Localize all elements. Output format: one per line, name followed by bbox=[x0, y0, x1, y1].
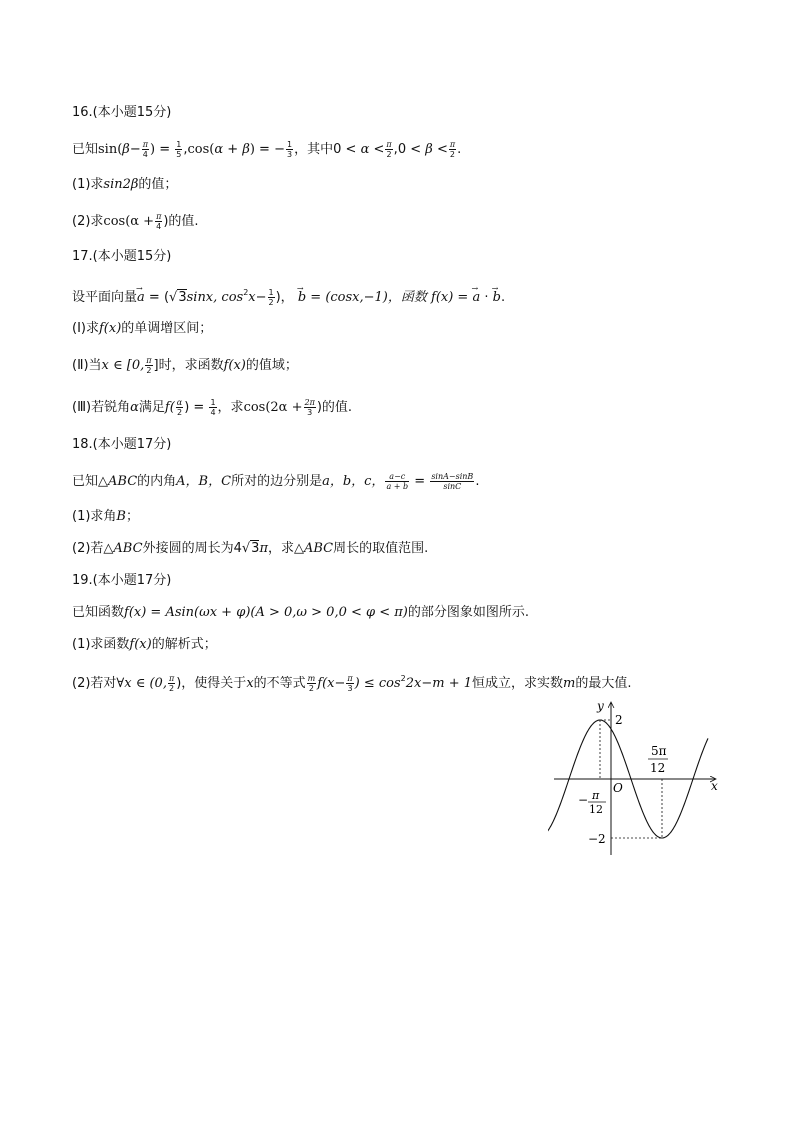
q19-part2: (2)若对∀x ∈ (0, $\frac{\pi}{2}$ )，使得关于x的不等式 $\frac{m}{2}$ f(x− $\frac{\pi}{3}$ ) ≤ $\cos^22x-m + 1$恒成立，求实数m的最大值. bbox=[72, 674, 632, 693]
q16-part2: (2)求cos(α + $\frac{\pi}{4}$ )的值. bbox=[72, 212, 199, 231]
max-label: 2 bbox=[615, 713, 623, 727]
right-tick-num: 5π bbox=[651, 744, 667, 758]
q17-part3: (Ⅲ)若锐角α满足f( $\frac{\alpha}{2}$ ) = $\frac{1}{4}$ ，求cos(2α + $\frac{2\pi}{3}$ )的值. bbox=[72, 398, 353, 417]
y-axis-label: y bbox=[597, 699, 604, 713]
q17-part2: (Ⅱ)当x ∈ [0, $\frac{\pi}{2}$ ]时，求函数f(x)的值域； bbox=[72, 356, 298, 375]
left-tick-den: 12 bbox=[589, 803, 603, 816]
origin-label: O bbox=[613, 781, 623, 795]
q16-header: 16.(本小题15分) bbox=[72, 105, 172, 120]
left-tick-num: π bbox=[592, 789, 600, 802]
q18-part2: (2)若△ABC外接圆的周长为4√3π，求△ABC周长的取值范围. bbox=[72, 541, 429, 556]
q16-stem: 已知sin(β− $\frac{\pi}{4}$ ) = $\frac{1}{5}$ ,cos(α + β) = − $\frac{1}{3}$ ，其中0 < α < $\frac{\pi}{2}$ ,0 < β < $\frac{\pi}{2}$ . bbox=[72, 140, 462, 159]
right-tick-den: 12 bbox=[650, 761, 666, 775]
x-axis-label: x bbox=[711, 779, 718, 793]
q17-header: 17.(本小题15分) bbox=[72, 249, 172, 264]
q18-header: 18.(本小题17分) bbox=[72, 437, 172, 452]
q16-part1: (1)求sin2β的值； bbox=[72, 177, 178, 192]
q18-part1: (1)求角B； bbox=[72, 509, 139, 524]
q19-stem: 已知函数f(x) = Asin(ωx + φ)(A > 0,ω > 0,0 < φ < π)的部分图象如图所示. bbox=[72, 605, 530, 620]
q17-stem: 设平面向量→ a = (√3sinx, $\cos^2x-$ $\frac{1}{2}$ )， → b = (cosx,−1)，函数 f(x) = → a · → b. bbox=[72, 284, 505, 307]
min-label: −2 bbox=[588, 832, 606, 846]
q19-part1: (1)求函数f(x)的解析式； bbox=[72, 637, 217, 652]
sine-graph bbox=[548, 692, 728, 862]
q18-stem: 已知△ABC的内角A，B，C所对的边分别是a，b，c， $\frac{a-c}{a + b}$ = $\frac{\sin A-\sin B}{\sin C}$ . bbox=[72, 472, 480, 491]
left-tick-sign: − bbox=[578, 793, 589, 807]
q19-header: 19.(本小题17分) bbox=[72, 573, 172, 588]
q17-part1: (Ⅰ)求f(x)的单调增区间； bbox=[72, 321, 213, 336]
